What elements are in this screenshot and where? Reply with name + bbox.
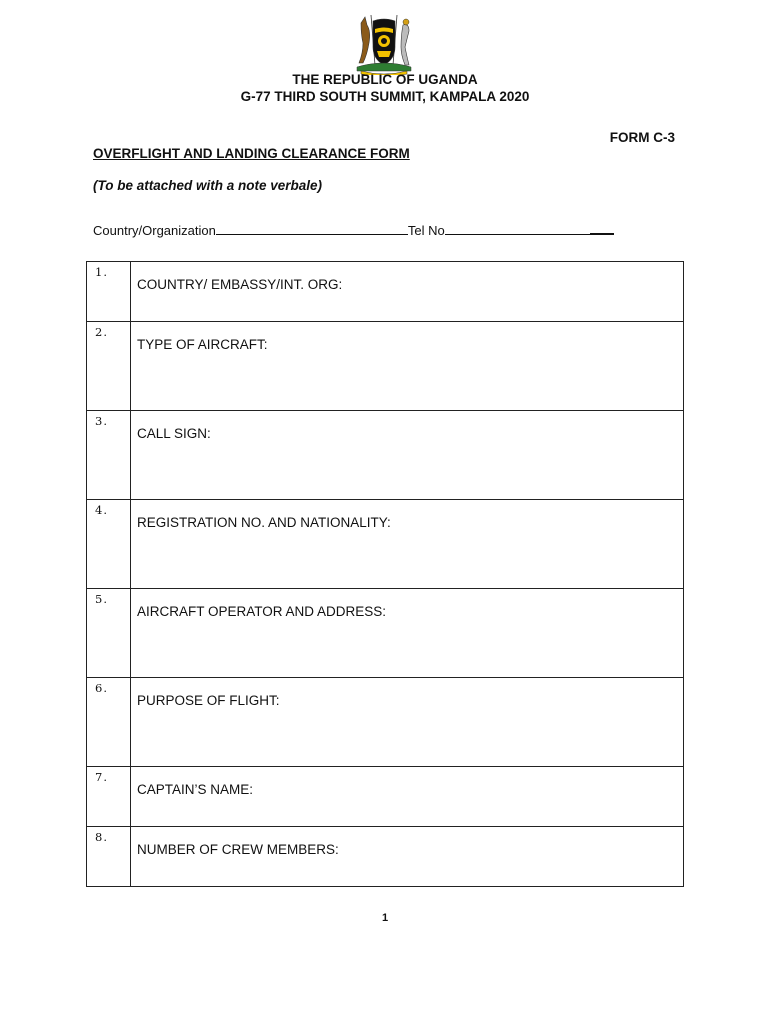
row-label-call-sign[interactable]: CALL SIGN:	[131, 411, 684, 500]
form-code: FORM C-3	[609, 130, 675, 145]
table-row	[87, 500, 684, 589]
country-label: Country/Organization	[93, 223, 216, 238]
row-number: 5.	[87, 589, 131, 678]
row-label-country-embassy[interactable]: COUNTRY/ EMBASSY/INT. ORG:	[131, 262, 684, 322]
table-row	[87, 589, 684, 678]
country-field[interactable]	[216, 222, 408, 235]
republic-heading: THE REPUBLIC OF UGANDA	[292, 72, 478, 87]
row-label-crew-count[interactable]: NUMBER OF CREW MEMBERS:	[131, 827, 684, 887]
row-label-captain[interactable]: CAPTAIN’S NAME:	[131, 767, 684, 827]
table-row	[87, 827, 684, 887]
tel-field[interactable]	[445, 222, 590, 235]
row-number: 2.	[87, 322, 131, 411]
table-row	[87, 678, 684, 767]
table-row	[87, 262, 684, 322]
row-number: 6.	[87, 678, 131, 767]
row-label-aircraft-type[interactable]: TYPE OF AIRCRAFT:	[131, 322, 684, 411]
table-row	[87, 411, 684, 500]
row-number: 7.	[87, 767, 131, 827]
row-number: 8.	[87, 827, 131, 887]
row-number: 1.	[87, 262, 131, 322]
row-number: 4.	[87, 500, 131, 589]
row-label-operator[interactable]: AIRCRAFT OPERATOR AND ADDRESS:	[131, 589, 684, 678]
row-number: 3.	[87, 411, 131, 500]
event-heading: G-77 THIRD SOUTH SUMMIT, KAMPALA 2020	[240, 89, 530, 104]
row-label-purpose[interactable]: PURPOSE OF FLIGHT:	[131, 678, 684, 767]
tel-field-end	[590, 221, 614, 235]
country-tel-line	[93, 221, 614, 238]
table-row	[87, 767, 684, 827]
row-label-registration[interactable]: REGISTRATION NO. AND NATIONALITY:	[131, 500, 684, 589]
coat-of-arms-icon	[351, 13, 417, 75]
form-title: OVERFLIGHT AND LANDING CLEARANCE FORM	[93, 146, 410, 161]
page-number: 1	[381, 912, 389, 924]
form-note: (To be attached with a note verbale)	[93, 178, 323, 193]
tel-label: Tel No	[407, 223, 445, 238]
clearance-table	[86, 261, 684, 887]
table-row	[87, 322, 684, 411]
